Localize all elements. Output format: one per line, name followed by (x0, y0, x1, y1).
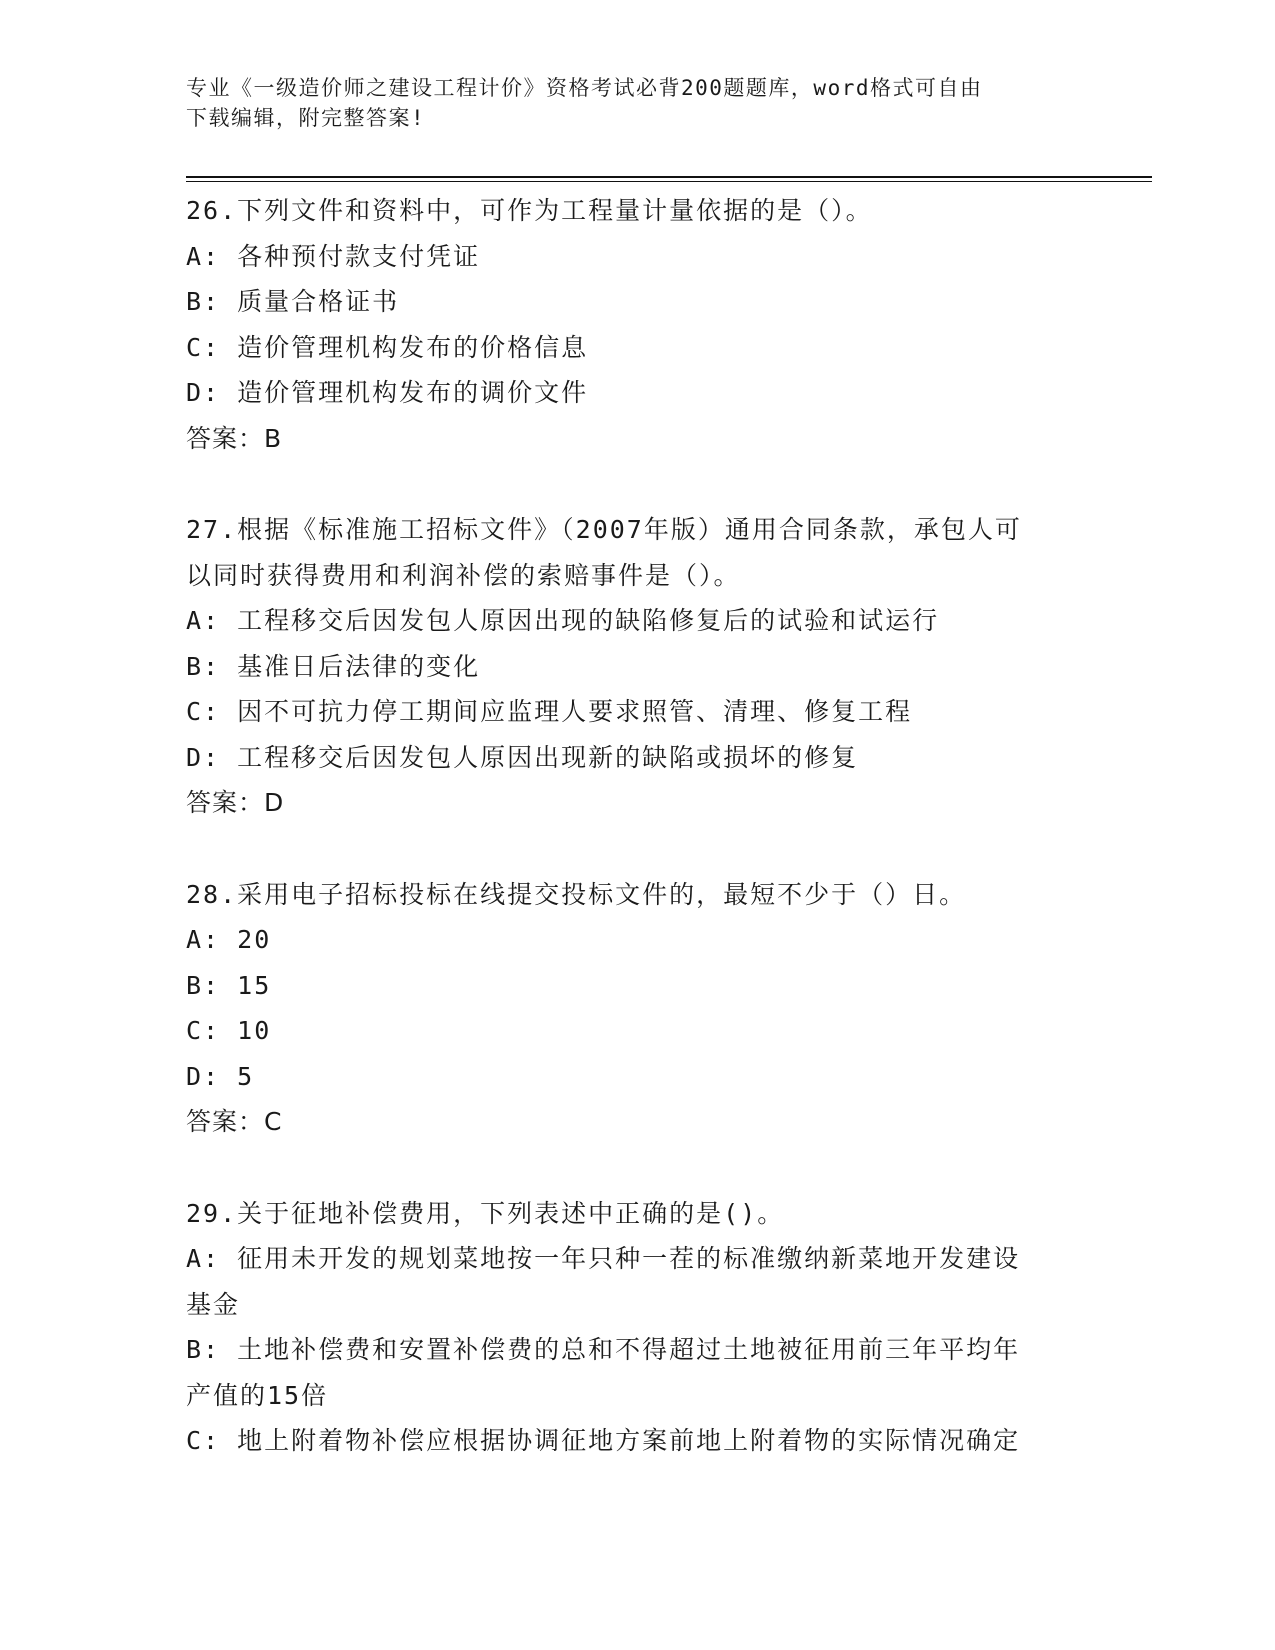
answer-option: D: 造价管理机构发布的调价文件 (186, 378, 589, 407)
question-block (186, 1191, 1086, 1464)
answer-option: C: 10 (186, 1016, 272, 1045)
answer-option: D: 工程移交后因发包人原因出现新的缺陷或损坏的修复 (186, 742, 859, 772)
answer-option: C: 造价管理机构发布的价格信息 (186, 332, 589, 362)
answer-key: 答案：B (186, 423, 283, 453)
header-line-2: 下载编辑，附完整答案! (186, 106, 426, 130)
answer-key: 答案：D (186, 788, 285, 817)
answer-option: A: 各种预付款支付凭证 (186, 241, 481, 271)
question-stem: 26.下列文件和资料中，可作为工程量计量依据的是（）。 (186, 196, 873, 225)
answer-option: B: 土地补偿费和安置补偿费的总和不得超过土地被征用前三年平均年 (186, 1335, 1021, 1364)
answer-option: 产值的15倍 (186, 1380, 329, 1410)
answer-option: B: 15 (186, 970, 272, 1000)
answer-option: B: 基准日后法律的变化 (186, 651, 481, 681)
answer-option: C: 地上附着物补偿应根据协调征地方案前地上附着物的实际情况确定 (186, 1426, 1021, 1455)
answer-option: C: 因不可抗力停工期间应监理人要求照管、清理、修复工程 (186, 697, 913, 726)
question-stem: 28.采用电子招标投标在线提交投标文件的，最短不少于（）日。 (186, 879, 967, 909)
question-stem: 29.关于征地补偿费用，下列表述中正确的是()。 (186, 1198, 785, 1228)
answer-option: A: 20 (186, 925, 272, 954)
answer-option: 基金 (186, 1289, 241, 1319)
header-divider-thin (186, 181, 1152, 182)
header-line-1: 专业《一级造价师之建设工程计价》资格考试必背200题题库，word格式可自由 (186, 76, 983, 100)
header-divider-thick (186, 176, 1152, 178)
question-block (186, 507, 1086, 826)
answer-option: A: 工程移交后因发包人原因出现的缺陷修复后的试验和试运行 (186, 606, 940, 635)
answer-option: D: 5 (186, 1061, 255, 1091)
answer-option: A: 征用未开发的规划菜地按一年只种一茬的标准缴纳新菜地开发建设 (186, 1244, 1021, 1273)
question-stem: 27.根据《标准施工招标文件》（2007年版）通用合同条款，承包人可 (186, 515, 1022, 544)
question-block (186, 872, 1086, 1145)
question-stem: 以同时获得费用和利润补偿的索赔事件是（）。 (186, 560, 741, 590)
question-block (186, 188, 1086, 461)
document-header (186, 73, 1066, 133)
answer-option: B: 质量合格证书 (186, 287, 400, 316)
answer-key: 答案：C (186, 1107, 283, 1136)
question-list (186, 188, 1086, 1510)
